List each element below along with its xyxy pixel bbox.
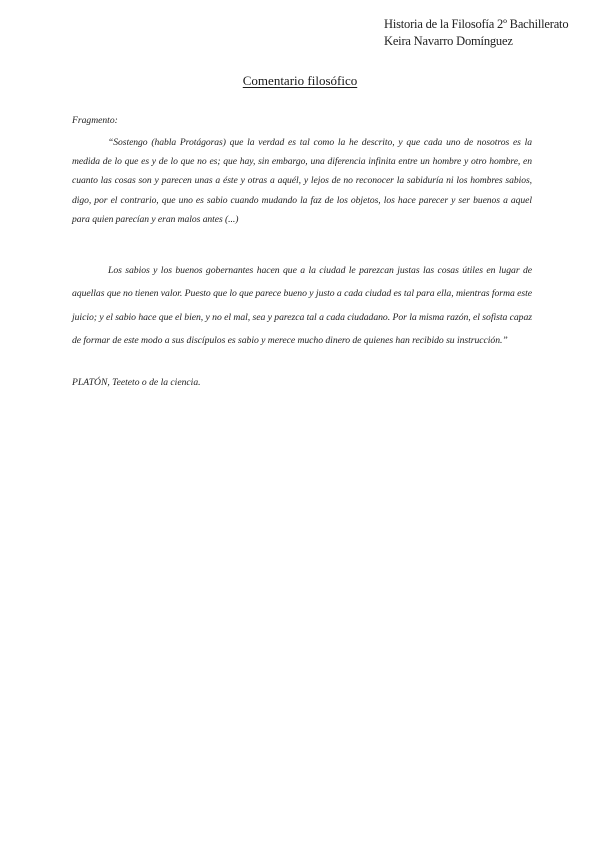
document-body [72,114,532,390]
header-author: Keira Navarro Domínguez [384,34,513,48]
document-title-text: Comentario filosófico [242,73,358,88]
document-title [0,73,600,89]
quote-paragraph-2: Los sabios y los buenos gobernantes hacen que a la ciudad le parezcan justas las cosas útiles en lugar de aquellas que no tienen valor. Puesto que lo que parece bueno y justo a cada ciudad es tal para ella, mientras forma este juicio; y el sabio hace que el bien, y no el mal, sea y parezca tal a cada ciudadano. Por la misma razón, el sofista capaz de formar de este modo a sus discípulos es sabio y merece mucho dinero de quienes han recibido su instrucción.” [72,265,532,347]
header-course: Historia de la Filosofía 2º Bachillerato [384,17,569,31]
citation: PLATÓN, Teeteto o de la ciencia. [72,376,201,388]
quote-paragraph-1: “Sostengo (habla Protágoras) que la verdad es tal como la he descrito, y que cada uno de nosotros es la medida de lo que es y de lo que no es; que hay, sin embargo, una diferencia infinita entre un hombre y otro hombre, en cuanto las cosas son y parecen unas a éste y otras a aquél, y lejos de no reconocer la sabiduría ni los hombres sabios, digo, por el contrario, que uno es sabio cuando mudando la faz de los objetos, los hace parecer y ser buenos a aquel para quien parecían y eran malos antes (...) [72,137,532,225]
document-header [384,16,594,50]
fragment-label: Fragmento: [72,115,118,126]
